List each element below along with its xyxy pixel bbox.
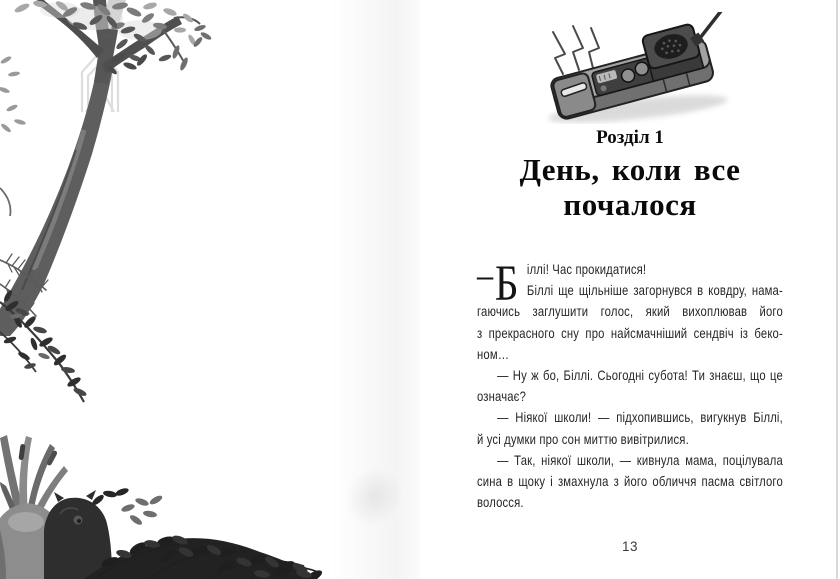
text-line: ном…: [477, 345, 510, 362]
text-line: й усі думки про сон миттю вивітрилися.: [477, 430, 689, 447]
page-number: 13: [621, 539, 639, 554]
chapter-title-line-1: День, коли все: [519, 152, 741, 187]
text-line: — Так, ніякої школи, — кивнула мама, поцілувала: [497, 451, 783, 468]
chapter-title: [457, 152, 803, 222]
walkie-talkie-icon: [541, 12, 749, 124]
text-line: з прекрасного сну про найсмачніший сендвіч із беко-: [477, 324, 783, 341]
text-line: сина в щоку і змахнула з його обличчя пасма світлого: [477, 472, 783, 489]
right-page: [420, 0, 840, 579]
paragraph: [477, 252, 783, 365]
chapter-title-line-2: почалося: [563, 187, 697, 222]
text-line: гаючись заглушити голос, який вихоплював його: [477, 303, 783, 320]
walkie-talkie-illustration: [535, 12, 750, 124]
chapter-label: Розділ 1: [596, 127, 664, 148]
drop-cap: –Б: [477, 252, 519, 312]
paragraph: [477, 407, 783, 449]
text-line: Біллі ще щільніше загорнувся в ковдру, нама-: [526, 282, 783, 299]
text-line: — Ну ж бо, Біллі. Сьогодні субота! Ти знаєш, що це: [497, 366, 783, 383]
paragraph: [477, 450, 783, 514]
paragraph: [477, 365, 783, 407]
body-text: [477, 252, 783, 513]
text-line: означає?: [477, 388, 527, 405]
text-line: іллі! Час прокидатися!: [526, 261, 647, 277]
page-edge: [836, 0, 838, 579]
text-line: — Ніякої школи! — підхопившись, вигукнув Біллі,: [497, 409, 783, 426]
text-line: волосся.: [477, 494, 524, 511]
